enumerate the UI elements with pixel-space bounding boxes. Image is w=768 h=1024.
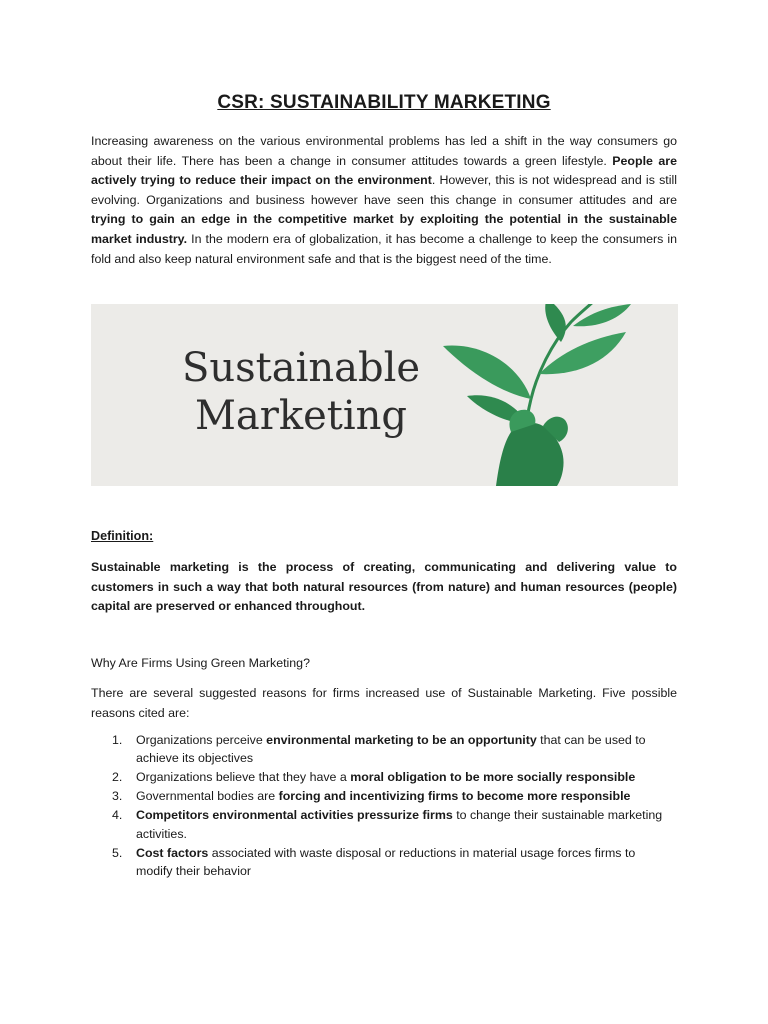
leaf-shape bbox=[573, 304, 631, 326]
intro-text-1: Increasing awareness on the various environmental problems has led a shift in the way consumers go about their life. There has been a change in consumer attitudes towards a green lifestyle. bbox=[91, 134, 677, 168]
list-item bbox=[112, 768, 672, 786]
sustainable-marketing-banner-image bbox=[91, 304, 678, 486]
intro-text-2: . However, this is not widespread and is still evolving. Organizations and business however have seen this change in consumer attitudes and are bbox=[91, 173, 677, 207]
page-title: CSR: SUSTAINABILITY MARKETING bbox=[217, 92, 551, 113]
list-text: to change their sustainable marketing activities. bbox=[136, 808, 663, 841]
list-text: Organizations perceive bbox=[136, 733, 267, 747]
list-item bbox=[112, 787, 672, 805]
list-bold-text: forcing and incentivizing firms to become more responsible bbox=[278, 789, 631, 804]
list-item bbox=[112, 844, 672, 881]
list-bold-text: moral obligation to be more socially responsible bbox=[350, 770, 636, 785]
banner-line-2: Marketing bbox=[194, 393, 408, 439]
list-text: associated with waste disposal or reductions in material usage forces firms to modify their behavior bbox=[136, 845, 636, 879]
definition-body: Sustainable marketing is the process of creating, communicating and delivering value to customers in such a way that both natural resources (from nature) and human resources (people) capital are preserved or enhanced throughout. bbox=[91, 560, 677, 614]
definition-heading: Definition: bbox=[91, 529, 154, 543]
list-number: 2. bbox=[112, 770, 123, 785]
list-number: 4. bbox=[112, 808, 123, 823]
list-bold-text: Competitors environmental activities pressurize firms bbox=[136, 808, 453, 823]
list-item bbox=[112, 806, 672, 843]
why-intro-paragraph: There are several suggested reasons for firms increased use of Sustainable Marketing. Five possible reasons cited are: bbox=[91, 686, 677, 720]
list-bold-text: Cost factors bbox=[136, 845, 209, 860]
list-number: 3. bbox=[112, 789, 123, 804]
intro-text-3: In the modern era of globalization, it has become a challenge to keep the consumers in fold and also keep natural environment safe and that is the biggest need of the time. bbox=[91, 231, 678, 266]
list-number: 1. bbox=[112, 733, 123, 747]
banner-heading bbox=[91, 344, 511, 440]
intro-bold-1: People are actively trying to reduce their impact on the environment bbox=[91, 153, 677, 188]
list-bold-text: environmental marketing to be an opportunity bbox=[266, 733, 537, 747]
banner-line-1: Sustainable bbox=[181, 345, 421, 391]
list-text: that can be used to achieve its objectives bbox=[136, 733, 646, 766]
list-text: Governmental bodies are bbox=[136, 789, 279, 804]
leaf-shape bbox=[539, 332, 626, 374]
list-item bbox=[112, 731, 672, 768]
list-text: Organizations believe that they have a bbox=[136, 770, 351, 785]
list-number: 5. bbox=[112, 845, 123, 860]
leaf-shape bbox=[545, 304, 566, 342]
why-heading: Why Are Firms Using Green Marketing? bbox=[91, 656, 310, 670]
intro-bold-2: trying to gain an edge in the competitive market by exploiting the potential in the sustainable market industry. bbox=[91, 212, 677, 246]
intro-paragraph bbox=[91, 132, 677, 269]
reasons-list bbox=[112, 731, 672, 881]
